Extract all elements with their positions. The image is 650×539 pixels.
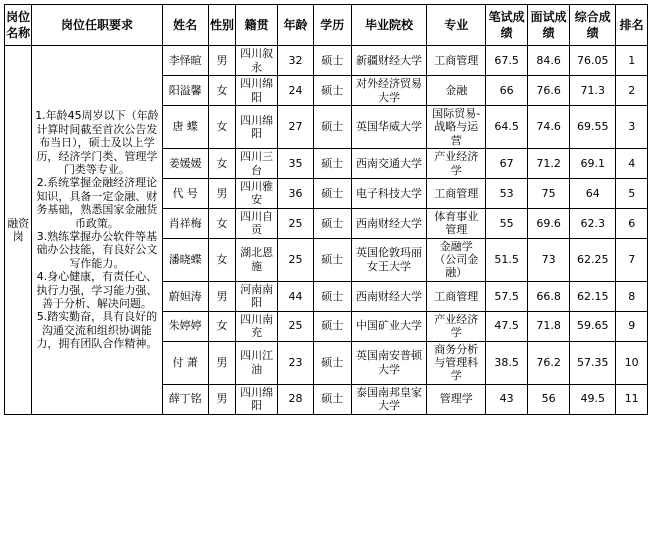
cell-total-score: 62.15 — [570, 281, 616, 311]
cell-written-score: 55 — [486, 208, 528, 238]
cell-written-score: 47.5 — [486, 311, 528, 341]
cell-name: 薛丁铭 — [162, 384, 208, 414]
cell-rank: 1 — [616, 46, 648, 76]
cell-interview-score: 74.6 — [528, 106, 570, 149]
cell-major: 产业经济学 — [427, 149, 486, 179]
cell-school: 西南财经大学 — [351, 208, 427, 238]
cell-interview-score: 76.2 — [528, 341, 570, 384]
cell-rank: 4 — [616, 149, 648, 179]
cell-total-score: 69.1 — [570, 149, 616, 179]
requirement-item: 3.熟练掌握办公软件等基础办公技能，有良好公文写作能力。 — [36, 229, 158, 270]
cell-education: 硕士 — [313, 106, 351, 149]
cell-written-score: 67 — [486, 149, 528, 179]
cell-name: 蔚妲涛 — [162, 281, 208, 311]
header-total-score: 综合成绩 — [570, 5, 616, 46]
cell-school: 英国华威大学 — [351, 106, 427, 149]
cell-gender: 男 — [208, 341, 235, 384]
cell-gender: 女 — [208, 311, 235, 341]
requirement-item: 2.系统掌握金融经济理论知识，具备一定金融、财务基础，熟悉国家金融货币政策。 — [36, 176, 158, 230]
cell-gender: 女 — [208, 76, 235, 106]
cell-major: 金融 — [427, 76, 486, 106]
cell-major: 金融学（公司金融） — [427, 238, 486, 281]
cell-age: 36 — [278, 179, 314, 209]
candidate-score-table — [4, 4, 648, 415]
cell-school: 电子科技大学 — [351, 179, 427, 209]
cell-major: 工商管理 — [427, 179, 486, 209]
requirement-item: 4.身心健康，有责任心、执行力强，学习能力强、善于分析、解决问题。 — [36, 270, 158, 310]
cell-major: 工商管理 — [427, 46, 486, 76]
cell-major: 工商管理 — [427, 281, 486, 311]
cell-total-score: 49.5 — [570, 384, 616, 414]
cell-name: 姜媛媛 — [162, 149, 208, 179]
cell-hometown: 四川南充 — [236, 311, 278, 341]
header-name: 姓名 — [162, 5, 208, 46]
cell-interview-score: 84.6 — [528, 46, 570, 76]
cell-rank: 10 — [616, 341, 648, 384]
cell-name: 李怿暄 — [162, 46, 208, 76]
requirement-item: 1.年龄45周岁以下（年龄计算时间截至首次公告发布当日），硕士及以上学历，经济学门类、管理学门类等专业。 — [35, 109, 159, 176]
cell-major: 管理学 — [427, 384, 486, 414]
cell-school: 西南财经大学 — [351, 281, 427, 311]
post-name-cell: 融资岗 — [5, 46, 32, 414]
cell-interview-score: 71.8 — [528, 311, 570, 341]
cell-total-score: 76.05 — [570, 46, 616, 76]
header-interview-score: 面试成绩 — [528, 5, 570, 46]
header-rank: 排名 — [616, 5, 648, 46]
cell-hometown: 四川江油 — [236, 341, 278, 384]
cell-school: 对外经济贸易大学 — [351, 76, 427, 106]
header-post-name: 岗位名称 — [5, 5, 32, 46]
header-gender: 性别 — [208, 5, 235, 46]
cell-name: 潘晓蝶 — [162, 238, 208, 281]
header-age: 年龄 — [278, 5, 314, 46]
cell-name: 肖祥梅 — [162, 208, 208, 238]
result-sheet — [0, 4, 650, 539]
cell-major: 国际贸易-战略与运营 — [427, 106, 486, 149]
cell-gender: 女 — [208, 106, 235, 149]
header-hometown: 籍贯 — [236, 5, 278, 46]
cell-hometown: 四川绵阳 — [236, 384, 278, 414]
cell-age: 35 — [278, 149, 314, 179]
cell-age: 25 — [278, 208, 314, 238]
cell-rank: 2 — [616, 76, 648, 106]
cell-written-score: 51.5 — [486, 238, 528, 281]
cell-school: 新疆财经大学 — [351, 46, 427, 76]
cell-major: 产业经济学 — [427, 311, 486, 341]
cell-gender: 男 — [208, 46, 235, 76]
cell-interview-score: 73 — [528, 238, 570, 281]
cell-education: 硕士 — [313, 311, 351, 341]
cell-major: 商务分析与管理科学 — [427, 341, 486, 384]
cell-hometown: 四川雅安 — [236, 179, 278, 209]
cell-age: 28 — [278, 384, 314, 414]
cell-hometown: 四川叙永 — [236, 46, 278, 76]
cell-education: 硕士 — [313, 208, 351, 238]
cell-age: 25 — [278, 238, 314, 281]
requirements-cell — [32, 46, 162, 414]
cell-rank: 6 — [616, 208, 648, 238]
cell-total-score: 71.3 — [570, 76, 616, 106]
cell-school: 西南交通大学 — [351, 149, 427, 179]
cell-hometown: 四川三台 — [236, 149, 278, 179]
cell-name: 唐 蝶 — [162, 106, 208, 149]
cell-education: 硕士 — [313, 341, 351, 384]
cell-school: 英国南安普顿大学 — [351, 341, 427, 384]
cell-gender: 男 — [208, 384, 235, 414]
cell-hometown: 四川自贡 — [236, 208, 278, 238]
cell-education: 硕士 — [313, 238, 351, 281]
cell-total-score: 59.65 — [570, 311, 616, 341]
cell-name: 朱婷婷 — [162, 311, 208, 341]
cell-interview-score: 56 — [528, 384, 570, 414]
cell-interview-score: 71.2 — [528, 149, 570, 179]
cell-written-score: 38.5 — [486, 341, 528, 384]
table-header-row — [5, 5, 648, 46]
cell-gender: 女 — [208, 208, 235, 238]
cell-name: 阳溢馨 — [162, 76, 208, 106]
cell-total-score: 62.3 — [570, 208, 616, 238]
cell-written-score: 53 — [486, 179, 528, 209]
cell-age: 24 — [278, 76, 314, 106]
cell-total-score: 57.35 — [570, 341, 616, 384]
header-major: 专业 — [427, 5, 486, 46]
cell-total-score: 64 — [570, 179, 616, 209]
cell-school: 泰国南邦皇家大学 — [351, 384, 427, 414]
table-row — [5, 46, 648, 76]
cell-education: 硕士 — [313, 76, 351, 106]
cell-gender: 女 — [208, 149, 235, 179]
cell-written-score: 43 — [486, 384, 528, 414]
header-written-score: 笔试成绩 — [486, 5, 528, 46]
cell-gender: 男 — [208, 281, 235, 311]
cell-age: 25 — [278, 311, 314, 341]
cell-total-score: 69.55 — [570, 106, 616, 149]
cell-gender: 女 — [208, 238, 235, 281]
requirement-item: 5.踏实勤奋，具有良好的沟通交流和组织协调能力，拥有团队合作精神。 — [36, 310, 158, 351]
cell-rank: 3 — [616, 106, 648, 149]
cell-hometown: 四川绵阳 — [236, 76, 278, 106]
cell-education: 硕士 — [313, 384, 351, 414]
cell-education: 硕士 — [313, 46, 351, 76]
cell-rank: 11 — [616, 384, 648, 414]
cell-gender: 男 — [208, 179, 235, 209]
cell-written-score: 67.5 — [486, 46, 528, 76]
cell-rank: 5 — [616, 179, 648, 209]
cell-major: 体育事业管理 — [427, 208, 486, 238]
cell-rank: 9 — [616, 311, 648, 341]
cell-written-score: 66 — [486, 76, 528, 106]
cell-interview-score: 75 — [528, 179, 570, 209]
cell-rank: 8 — [616, 281, 648, 311]
cell-total-score: 62.25 — [570, 238, 616, 281]
cell-name: 代 号 — [162, 179, 208, 209]
cell-hometown: 四川绵阳 — [236, 106, 278, 149]
header-education: 学历 — [313, 5, 351, 46]
cell-rank: 7 — [616, 238, 648, 281]
header-requirements: 岗位任职要求 — [32, 5, 162, 46]
cell-education: 硕士 — [313, 179, 351, 209]
cell-education: 硕士 — [313, 149, 351, 179]
cell-written-score: 64.5 — [486, 106, 528, 149]
cell-hometown: 河南南阳 — [236, 281, 278, 311]
cell-age: 23 — [278, 341, 314, 384]
cell-interview-score: 66.8 — [528, 281, 570, 311]
cell-age: 44 — [278, 281, 314, 311]
cell-school: 中国矿业大学 — [351, 311, 427, 341]
cell-education: 硕士 — [313, 281, 351, 311]
cell-interview-score: 76.6 — [528, 76, 570, 106]
cell-age: 32 — [278, 46, 314, 76]
cell-written-score: 57.5 — [486, 281, 528, 311]
cell-name: 付 萧 — [162, 341, 208, 384]
cell-school: 英国伦敦玛丽女王大学 — [351, 238, 427, 281]
cell-hometown: 湖北恩施 — [236, 238, 278, 281]
header-school: 毕业院校 — [351, 5, 427, 46]
cell-interview-score: 69.6 — [528, 208, 570, 238]
cell-age: 27 — [278, 106, 314, 149]
